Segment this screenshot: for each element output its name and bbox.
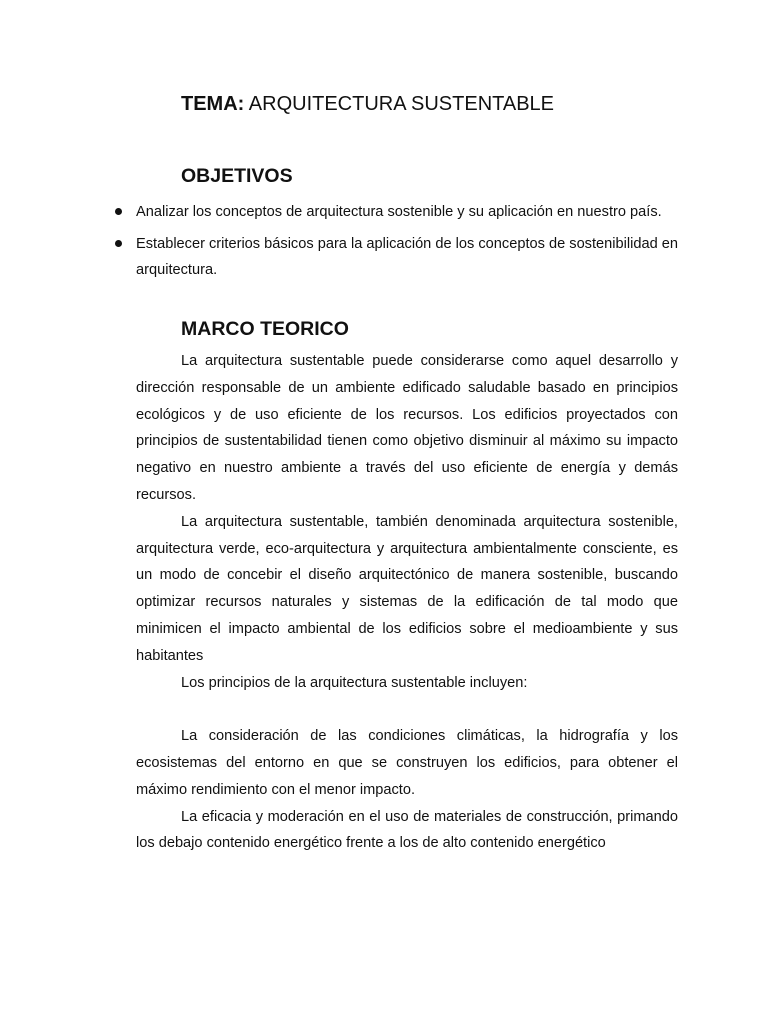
bullet-icon xyxy=(115,240,122,247)
marco-teorico-body xyxy=(136,348,678,857)
document-title xyxy=(181,90,554,118)
bullet-icon xyxy=(115,208,122,215)
paragraph: Los principios de la arquitectura sustentable incluyen: xyxy=(181,674,528,691)
objetivo-item xyxy=(136,231,678,284)
marco-teorico-heading: MARCO TEORICO xyxy=(181,318,349,340)
paragraph: La arquitectura sustentable, también denominada arquitectura sostenible, arquitectura verde, eco-arquitectura y arquitectura ambientalmente consciente, es un modo de concebir el diseño arquitectónico de manera sostenible, buscando optimizar recursos naturales y sistemas de la edificación de tal modo que minimicen el impacto ambiental de los edificios sobre el medioambiente y sus habitantes xyxy=(136,513,678,664)
objetivo-text: Establecer criterios básicos para la aplicación de los conceptos de sostenibilidad en arquitectura. xyxy=(136,235,678,278)
title-label: TEMA: xyxy=(181,93,245,115)
paragraph: La eficacia y moderación en el uso de materiales de construcción, primando los debajo contenido energético frente a los de alto contenido energético xyxy=(136,808,678,852)
paragraph: La consideración de las condiciones climáticas, la hidrografía y los ecosistemas del entorno en que se construyen los edificios, para obtener el máximo rendimiento con el menor impacto. xyxy=(136,728,678,798)
objetivos-list xyxy=(136,199,678,289)
objetivos-heading: OBJETIVOS xyxy=(181,165,293,187)
paragraph: La arquitectura sustentable puede considerarse como aquel desarrollo y dirección responsable de un ambiente edificado saludable basado en principios ecológicos y de uso eficiente de los recursos. Los edificios proyectados con principios de sustentabilidad tienen como objetivo disminuir al máximo su impacto negativo en nuestro ambiente a través del uso eficiente de energía y demás recursos. xyxy=(136,353,678,503)
title-value: ARQUITECTURA SUSTENTABLE xyxy=(248,93,555,115)
objetivo-item xyxy=(136,199,678,226)
objetivo-text: Analizar los conceptos de arquitectura sostenible y su aplicación en nuestro país. xyxy=(136,204,662,220)
